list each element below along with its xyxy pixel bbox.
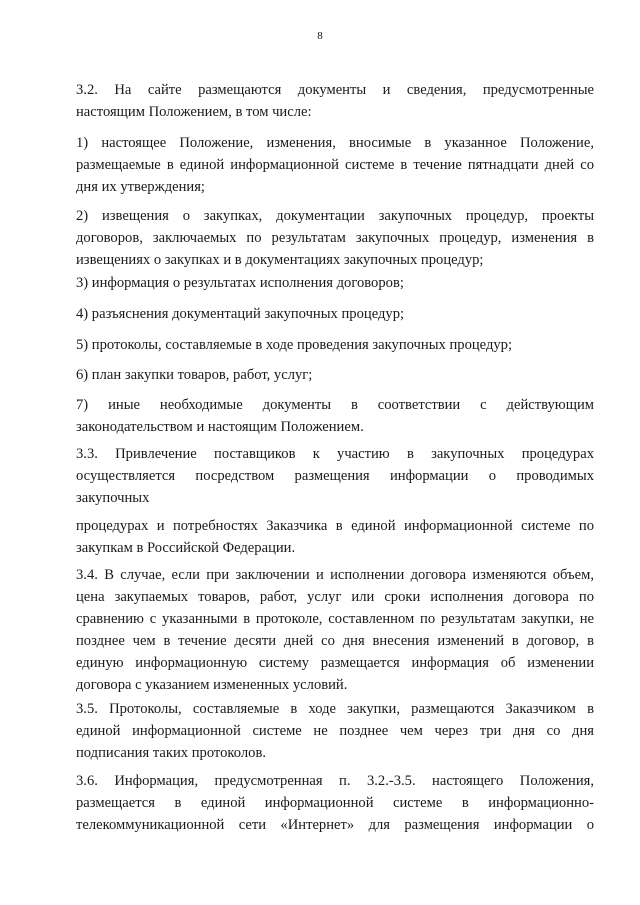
paragraph-3-5 [76, 698, 594, 764]
text-line: 1) настоящее Положение, изменения, вносимые в указанное Положение, [76, 135, 594, 151]
paragraph-3-6 [76, 770, 594, 836]
text-line: 3.5. Протоколы, составляемые в ходе закупки, размещаются Заказчиком в [76, 701, 594, 717]
text-line: 3.2. На сайте размещаются документы и сведения, предусмотренные [76, 82, 594, 98]
text-line: дня их утверждения; [76, 179, 205, 195]
text-line: размещаемые в единой информационной системе в течение пятнадцати дней со [76, 157, 594, 173]
text-line: договоров, заключаемых по результатам закупочных процедур, изменения в [76, 230, 594, 246]
text-line: 3.6. Информация, предусмотренная п. 3.2.-3.5. настоящего Положения, [76, 773, 594, 789]
text-line: размещается в единой информационной системе в информационно- [76, 795, 594, 811]
text-line: цена закупаемых товаров, работ, услуг или сроки исполнения договора по [76, 589, 594, 605]
paragraph-item-1 [76, 132, 594, 198]
text-line: 3) информация о результатах исполнения договоров; [76, 275, 404, 291]
text-line: настоящим Положением, в том числе: [76, 104, 312, 120]
paragraph-item-3 [76, 272, 594, 294]
text-line: закупочных [76, 490, 150, 506]
text-line: телекоммуникационной сети «Интернет» для размещения информации о [76, 817, 594, 833]
paragraph-item-2 [76, 205, 594, 271]
paragraph-item-6 [76, 364, 594, 386]
paragraph-item-5 [76, 334, 594, 356]
text-line: законодательством и настоящим Положением. [76, 419, 364, 435]
text-line: 4) разъяснения документаций закупочных процедур; [76, 306, 405, 322]
text-line: подписания таких протоколов. [76, 745, 266, 761]
text-line: позднее чем в течение десяти дней со дня внесения изменений в договор, в [76, 633, 594, 649]
text-line: процедурах и потребностях Заказчика в единой информационной системе по [76, 518, 594, 534]
text-line: 2) извещения о закупках, документации закупочных процедур, проекты [76, 208, 594, 224]
text-line: сравнению с указанными в протоколе, составленном по результатам закупки, не [76, 611, 594, 627]
page-number: 8 [317, 30, 323, 42]
paragraph-3-4 [76, 564, 594, 696]
text-line: 3.4. В случае, если при заключении и исполнении договора изменяются объем, [76, 567, 594, 583]
text-line: 5) протоколы, составляемые в ходе проведения закупочных процедур; [76, 337, 513, 353]
text-line: 7) иные необходимые документы в соответствии с действующим [76, 397, 594, 413]
text-line: осуществляется посредством размещения информации о проводимых [76, 468, 594, 484]
text-line: единой информационной системе не позднее чем через три дня со дня [76, 723, 594, 739]
paragraph-3-3-continued [76, 515, 594, 559]
text-line: 6) план закупки товаров, работ, услуг; [76, 367, 313, 383]
text-line: закупкам в Российской Федерации. [76, 540, 296, 556]
text-line: договора с указанием измененных условий. [76, 677, 348, 693]
text-line: единую информационную систему размещается информация об изменении [76, 655, 594, 671]
paragraph-item-7 [76, 394, 594, 438]
text-line: 3.3. Привлечение поставщиков к участию в закупочных процедурах [76, 446, 594, 462]
paragraph-3-2 [76, 79, 594, 123]
paragraph-item-4 [76, 303, 594, 325]
paragraph-3-3 [76, 443, 594, 509]
text-line: извещениях о закупках и в документациях закупочных процедур; [76, 252, 484, 268]
